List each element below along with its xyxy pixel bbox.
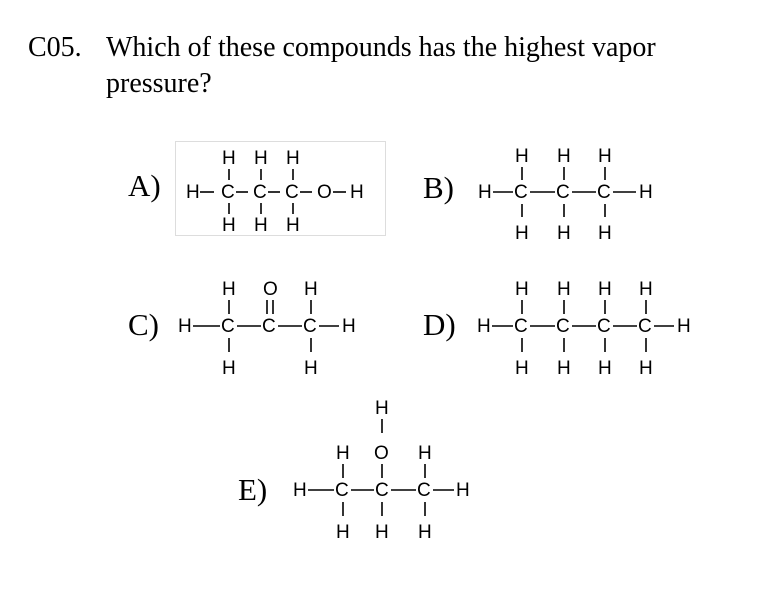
option-b-label[interactable]: B) (423, 170, 454, 205)
atom-h: H (222, 215, 236, 236)
atom-h: H (478, 182, 492, 203)
atom-h: H (293, 480, 307, 501)
atom-h: H (286, 148, 300, 169)
atom-h: H (342, 316, 356, 337)
atom-h: H (677, 316, 691, 337)
atom-h: H (639, 182, 653, 203)
question-number: C05. (28, 32, 82, 63)
atom-c: C (514, 316, 528, 337)
atom-c: C (597, 316, 611, 337)
atom-o: O (374, 443, 389, 464)
atom-o: O (317, 182, 332, 203)
atom-h: H (557, 146, 571, 167)
option-c-label[interactable]: C) (128, 307, 159, 342)
atom-c: C (285, 182, 299, 203)
atom-h: H (336, 522, 350, 543)
atom-h: H (557, 358, 571, 379)
atom-h: H (515, 358, 529, 379)
atom-h: H (304, 279, 318, 300)
atom-c: C (597, 182, 611, 203)
option-d-label[interactable]: D) (423, 307, 456, 342)
atom-h: H (186, 182, 200, 203)
atom-h: H (598, 358, 612, 379)
atom-h: H (639, 279, 653, 300)
question-text-line-1: Which of these compounds has the highest vapor (106, 32, 656, 63)
atom-h: H (375, 522, 389, 543)
atom-c: C (514, 182, 528, 203)
atom-c: C (638, 316, 652, 337)
atom-c: C (556, 182, 570, 203)
atom-c: C (335, 480, 349, 501)
atom-h: H (418, 522, 432, 543)
option-a-label[interactable]: A) (128, 168, 161, 203)
option-e-label[interactable]: E) (238, 472, 268, 507)
atom-h: H (222, 148, 236, 169)
atom-h: H (350, 182, 364, 203)
atom-h: H (515, 279, 529, 300)
atom-h: H (286, 215, 300, 236)
question-text-line-2: pressure? (106, 68, 212, 99)
atom-h: H (254, 215, 268, 236)
atom-h: H (515, 223, 529, 244)
atom-h: H (598, 279, 612, 300)
atom-h: H (375, 398, 389, 419)
atom-c: C (556, 316, 570, 337)
atom-h: H (557, 223, 571, 244)
atom-c: C (375, 480, 389, 501)
atom-h: H (456, 480, 470, 501)
atom-c: C (303, 316, 317, 337)
atom-o: O (263, 279, 278, 300)
atom-c: C (417, 480, 431, 501)
atom-h: H (336, 443, 350, 464)
atom-h: H (515, 146, 529, 167)
atom-h: H (598, 146, 612, 167)
atom-h: H (557, 279, 571, 300)
atom-h: H (418, 443, 432, 464)
atom-h: H (304, 358, 318, 379)
atom-c: C (221, 182, 235, 203)
atom-c: C (262, 316, 276, 337)
atom-h: H (598, 223, 612, 244)
atom-h: H (222, 279, 236, 300)
atom-h: H (178, 316, 192, 337)
atom-h: H (222, 358, 236, 379)
atom-c: C (221, 316, 235, 337)
atom-c: C (253, 182, 267, 203)
atom-h: H (639, 358, 653, 379)
atom-h: H (254, 148, 268, 169)
atom-h: H (477, 316, 491, 337)
